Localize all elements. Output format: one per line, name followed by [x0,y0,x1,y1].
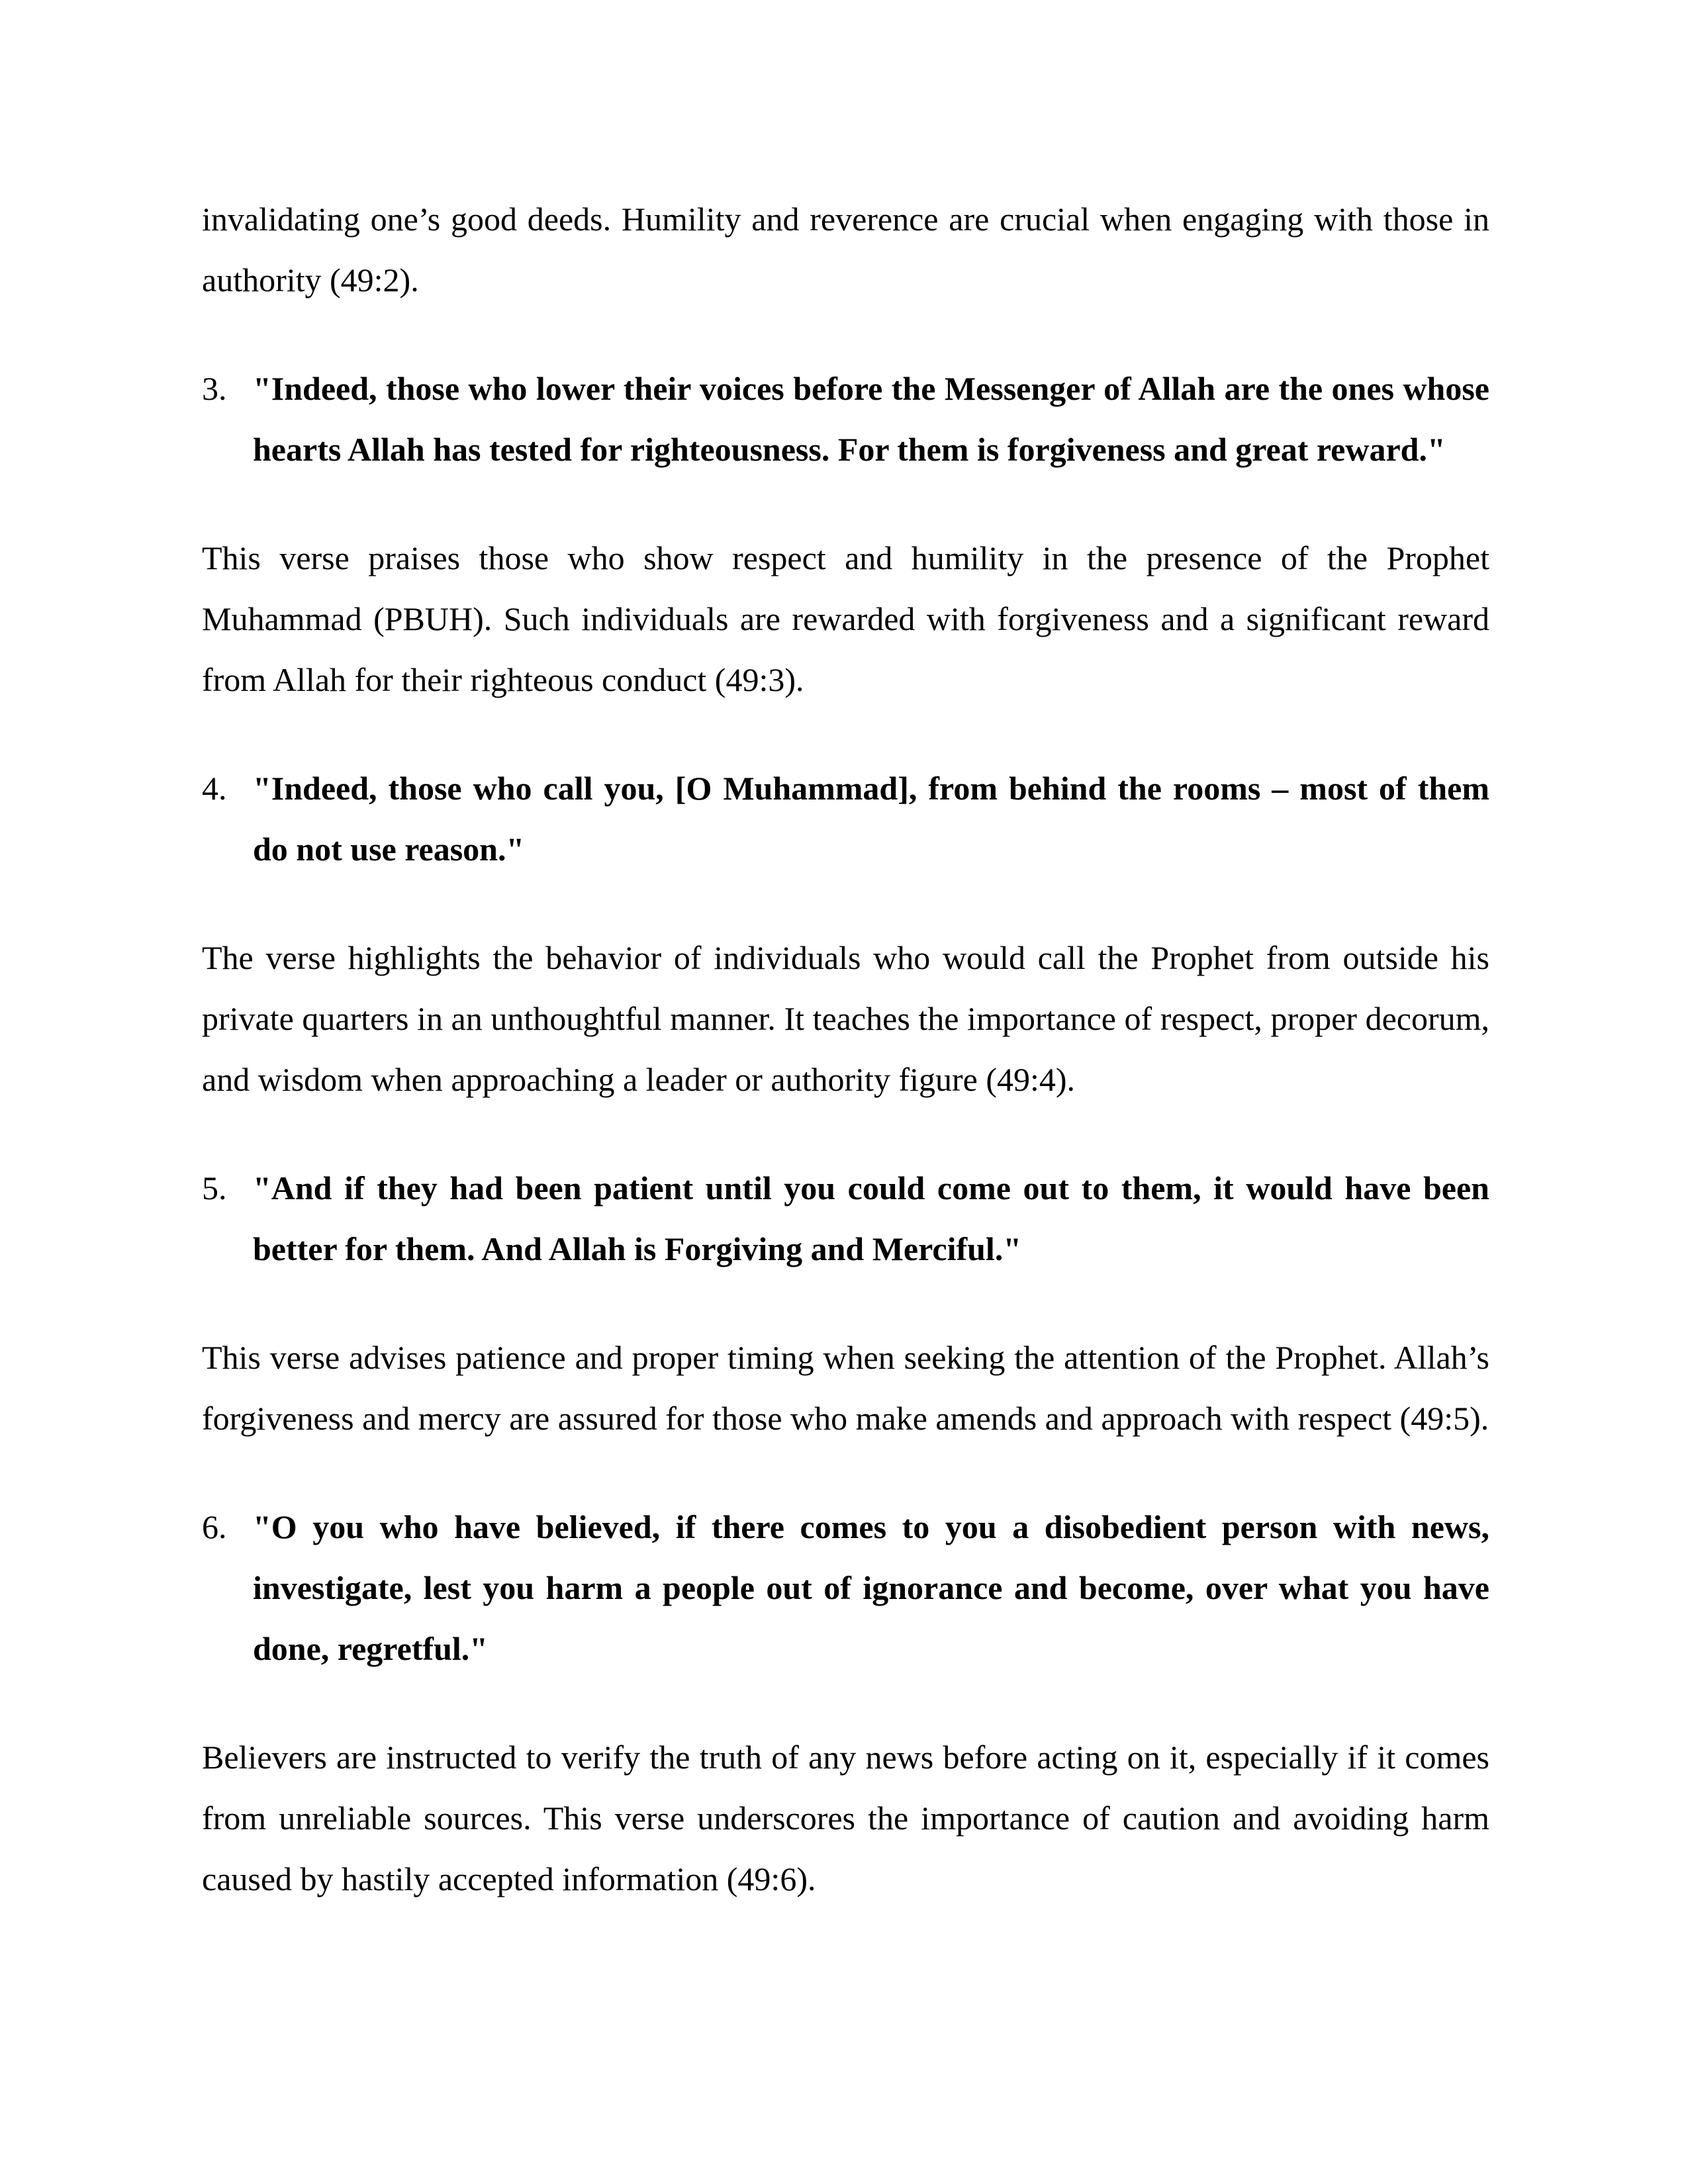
verse-number-3: 3. [202,370,227,407]
verse-number-5: 5. [202,1169,227,1206]
verse-item-5 [202,1158,1489,1279]
verse-quote-4: "Indeed, those who call you, [O Muhammad], from behind the rooms – most of them do not use reason." [253,770,1489,868]
verse-quote-3: "Indeed, those who lower their voices before the Messenger of Allah are the ones whose hearts Allah has tested for righteousness. For them is forgiveness and great reward." [253,370,1489,468]
verse-item-3 [202,358,1489,480]
verse-explanation-5: This verse advises patience and proper timing when seeking the attention of the Prophet. Allah’s forgiveness and mercy are assured for those who make amends and approach with respect (49:5). [202,1339,1489,1437]
verse-explanation-6: Believers are instructed to verify the truth of any news before acting on it, especially if it comes from unreliable sources. This verse underscores the importance of caution and avoiding harm caused by hastily accepted information (49:6). [202,1739,1489,1897]
verse-explanation-4: The verse highlights the behavior of individuals who would call the Prophet from outside his private quarters in an unthoughtful manner. It teaches the importance of respect, proper decorum, and wisdom when approaching a leader or authority figure (49:4). [202,939,1489,1098]
verse-quote-6: "O you who have believed, if there comes to you a disobedient person with news, investigate, lest you harm a people out of ignorance and become, over what you have done, regretful." [253,1508,1489,1667]
verse-explanation-3: This verse praises those who show respect and humility in the presence of the Prophet Muhammad (PBUH). Such individuals are rewarded with forgiveness and a significant reward from Allah for their righteous conduct (49:3). [202,539,1489,698]
verse-item-4 [202,758,1489,880]
verse-number-4: 4. [202,770,227,807]
verse-number-6: 6. [202,1508,227,1545]
verse-item-6 [202,1496,1489,1679]
intro-continuation-paragraph: invalidating one’s good deeds. Humility and reverence are crucial when engaging with those in authority (49:2). [202,201,1489,298]
verse-quote-5: "And if they had been patient until you could come out to them, it would have been better for them. And Allah is Forgiving and Merciful." [253,1169,1489,1267]
